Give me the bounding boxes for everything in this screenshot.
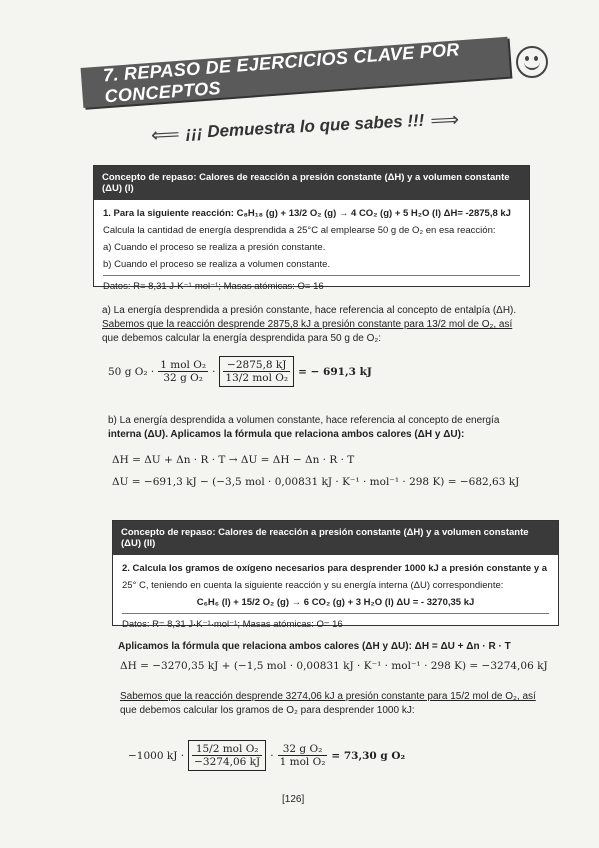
- banner-title: 7. REPASO DE EJERCICIOS CLAVE POR CONCEPTOS: [102, 39, 461, 107]
- solution-2-text: [120, 690, 570, 718]
- sol-a-line1: a) La energía desprendida a presión constante, hace referencia al concepto de entalpía (ΔH).: [102, 305, 517, 316]
- question-2-l2: 25° C, teniendo en cuenta la siguiente reacción y su energía interna (ΔU) correspondiente:: [122, 580, 504, 591]
- eq2-left: −1000 kJ ·: [128, 749, 185, 762]
- sol2-line2: Sabemos que la reacción desprende 3274,06 kJ a presión constante para 15/2 mol de O₂, así: [120, 691, 536, 702]
- data-line-2: Datos: R= 8,31 J·K⁻¹·mol⁻¹; Masas atómicas: O= 16: [122, 619, 343, 630]
- eq-a-left: 50 g O₂ ·: [108, 365, 155, 378]
- eq-a-result: = − 691,3 kJ: [298, 365, 372, 378]
- section-banner: [81, 37, 511, 108]
- arrow-right-icon: ⟹: [429, 108, 460, 132]
- page-number: [126]: [282, 794, 305, 805]
- sol2-line3: que debemos calcular los gramos de O₂ para desprender 1000 kJ:: [120, 705, 415, 716]
- sol2-line1: Aplicamos la fórmula que relaciona ambos calores (ΔH y ΔU): ΔH = ΔU + Δn · R · T: [118, 641, 511, 652]
- equation-2: −1000 kJ · $\frac{\text{15/2 mol O₂}}{-3274,06 kJ}$ · $\frac{\text{32 g O₂}}{\text{1 mol O₂}}$ = 73,30 g O₂: [128, 740, 405, 771]
- concept-box-1: [93, 165, 530, 292]
- eq-b-1: ΔH = ΔU + Δn · R · T → ΔU = ΔH − Δn · R · T: [112, 454, 355, 466]
- question-1-b: b) Cuando el proceso se realiza a volumen constante.: [103, 259, 331, 270]
- smiley-icon: [516, 46, 548, 78]
- question-2-l1: 2. Calcula los gramos de oxígeno necesarios para desprender 1000 kJ a presión constante y a: [122, 563, 548, 574]
- question-1-line2: Calcula la cantidad de energía desprendida a 25°C al emplearse 50 g de O₂ en esa reacción:: [103, 225, 496, 236]
- sol-a-line2: Sabemos que la reacción desprende 2875,8 kJ a presión constante para 13/2 mol de O₂, así: [102, 319, 513, 330]
- arrow-left-icon: ⟸: [150, 123, 181, 147]
- solution-a: [102, 304, 542, 346]
- sol-a-line3: que debemos calcular la energía desprendida para 50 g de O₂:: [102, 333, 382, 344]
- eq-a-fraction-2: $\frac{-2875,8 kJ}{\text{13/2 mol O₂}}$: [219, 356, 294, 387]
- subtitle: [139, 101, 470, 152]
- question-1: 1. Para la siguiente reacción: C₈H₁₈ (g) + 13/2 O₂ (g) → 4 CO₂ (g) + 5 H₂O (l) ΔH= -2875,8 kJ: [103, 208, 511, 219]
- question-1-a: a) Cuando el proceso se realiza a presión constante.: [103, 242, 326, 253]
- sol2-eq1: ΔH = −3270,35 kJ + (−1,5 mol · 0,00831 kJ · K⁻¹ · mol⁻¹ · 298 K) = −3274,06 kJ: [120, 660, 548, 672]
- data-line: Datos: R= 8,31 J·K⁻¹·mol⁻¹; Masas atómicas: O= 16: [103, 281, 324, 292]
- eq2-result: = 73,30 g O₂: [331, 749, 406, 762]
- equation-a: 50 g O₂ · $\frac{\text{1 mol O₂}}{\text{32 g O₂}}$ · $\frac{-2875,8 kJ}{\text{13/2 mol O₂}}$ = − 691,3 kJ: [108, 356, 372, 387]
- reaction-2: C₆H₆ (l) + 15/2 O₂ (g) → 6 CO₂ (g) + 3 H₂O (l) ΔU = - 3270,35 kJ: [196, 597, 475, 608]
- concept-box-2: [112, 520, 559, 630]
- eq2-fraction-1: $\frac{\text{15/2 mol O₂}}{-3274,06 kJ}$: [188, 740, 266, 771]
- subtitle-text: ¡¡¡ Demuestra lo que sabes !!!: [185, 110, 425, 143]
- concept-title-2: Concepto de repaso: Calores de reacción a presión constante (ΔH) y a volumen constante (ΔU) (II): [113, 521, 558, 555]
- concept-title: Concepto de repaso: Calores de reacción a presión constante (ΔH) y a volumen constante (ΔU) (I): [94, 166, 529, 200]
- solution-b: [108, 414, 548, 442]
- eq2-fraction-2: $\frac{\text{32 g O₂}}{\text{1 mol O₂}}$: [279, 743, 326, 768]
- sol-b-line2: interna (ΔU). Aplicamos la fórmula que relaciona ambos calores (ΔH y ΔU):: [108, 429, 465, 440]
- sol-b-line1: b) La energía desprendida a volumen constante, hace referencia al concepto de energía: [108, 415, 500, 426]
- eq-b-2: ΔU = −691,3 kJ − (−3,5 mol · 0,00831 kJ · K⁻¹ · mol⁻¹ · 298 K) = −682,63 kJ: [112, 476, 520, 488]
- eq-a-fraction-1: $\frac{\text{1 mol O₂}}{\text{32 g O₂}}$: [160, 359, 207, 384]
